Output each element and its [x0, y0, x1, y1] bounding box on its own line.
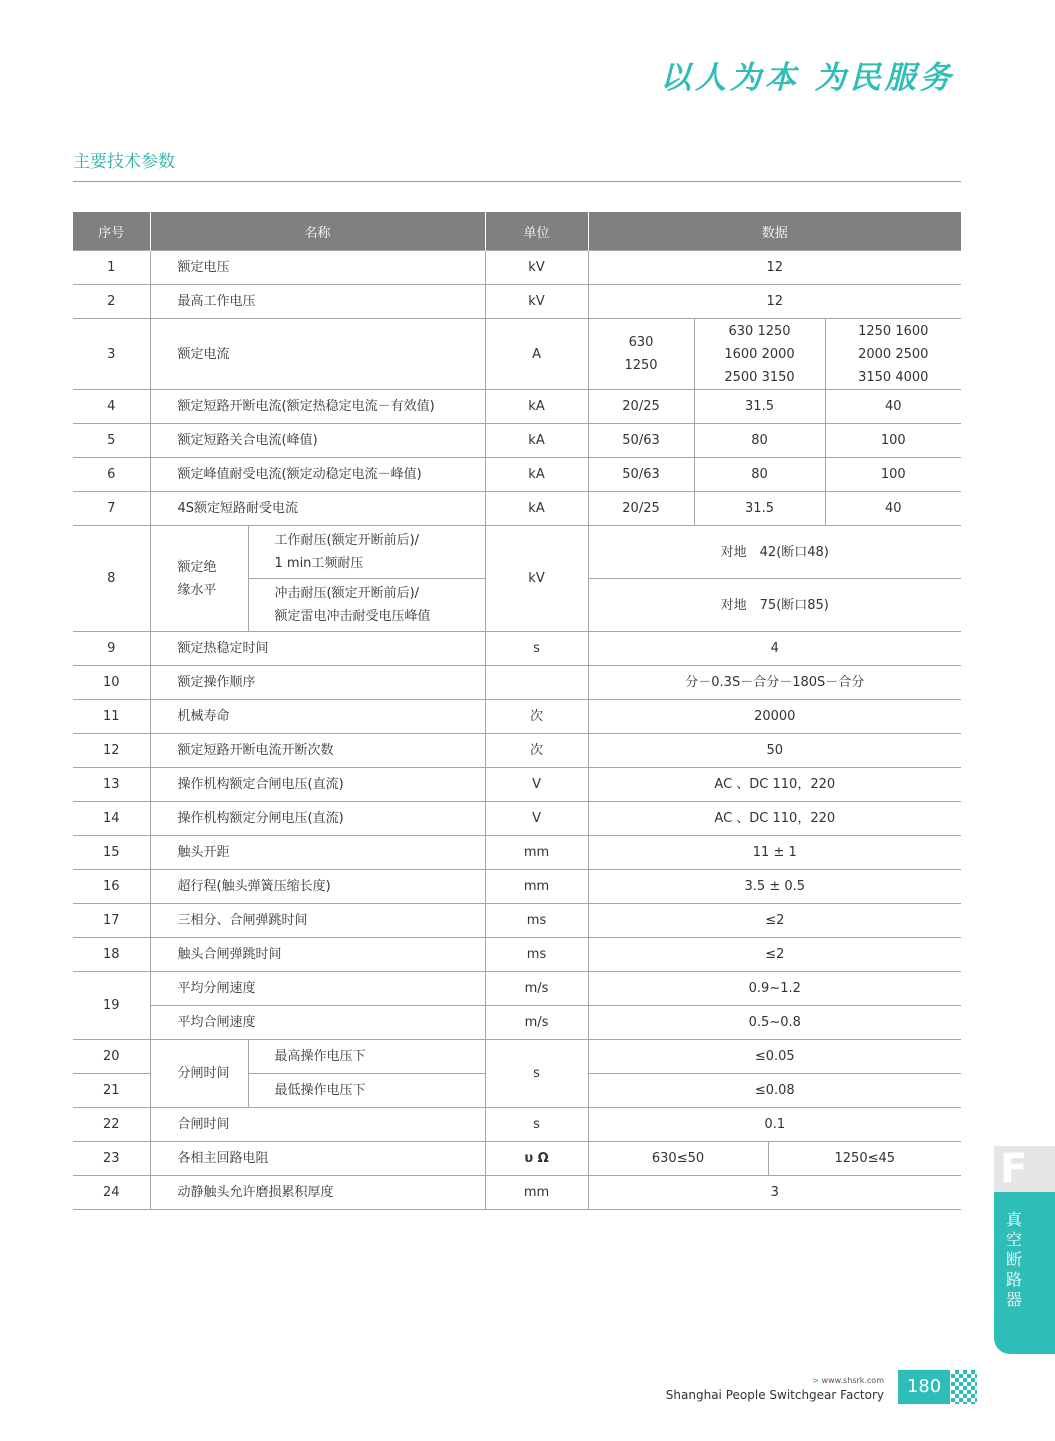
checker-pattern-icon — [951, 1370, 977, 1404]
row-value: 11 ± 1 — [588, 836, 961, 870]
row-unit: m/s — [485, 972, 588, 1006]
row-value: 0.9~1.2 — [588, 972, 961, 1006]
row-name: 额定短路关合电流(峰值) — [150, 424, 485, 458]
row-value: AC 、DC 110，220 — [588, 768, 961, 802]
value-line: 630 — [628, 335, 654, 350]
row-name: 机械寿命 — [150, 700, 485, 734]
row-sub-name: 最低操作电压下 — [248, 1074, 485, 1108]
row-unit: kV — [485, 285, 588, 319]
website-line — [812, 1376, 884, 1385]
row-value-col2: 80 — [694, 458, 825, 492]
row-number: 4 — [73, 390, 150, 424]
table-row — [73, 1176, 961, 1210]
row-number: 15 — [73, 836, 150, 870]
row-value-col3: 40 — [825, 492, 961, 526]
table-row — [73, 1142, 961, 1176]
row-unit: kV — [485, 526, 588, 632]
row-number: 11 — [73, 700, 150, 734]
website-link[interactable]: www.shsrk.com — [821, 1376, 884, 1385]
table-row — [73, 836, 961, 870]
row-number: 20 — [73, 1040, 150, 1074]
row-value: 0.1 — [588, 1108, 961, 1142]
row-name: 额定电流 — [150, 319, 485, 390]
company-name: Shanghai People Switchgear Factory — [665, 1388, 884, 1402]
row-value: 对地 42(断口48) — [588, 526, 961, 579]
row-sub-name — [248, 526, 485, 579]
section-title: 主要技术参数 — [73, 152, 175, 172]
row-unit: 次 — [485, 700, 588, 734]
row-number: 6 — [73, 458, 150, 492]
table-row — [73, 700, 961, 734]
row-name: 各相主回路电阻 — [150, 1142, 485, 1176]
row-name: 操作机构额定合闸电压(直流) — [150, 768, 485, 802]
row-number: 12 — [73, 734, 150, 768]
row-number: 8 — [73, 526, 150, 632]
row-value: ≤0.08 — [588, 1074, 961, 1108]
row-unit — [485, 666, 588, 700]
header-no: 序号 — [73, 212, 150, 251]
value-line: 3150 4000 — [858, 369, 929, 385]
row-name: 额定峰值耐受电流(额定动稳定电流－峰值) — [150, 458, 485, 492]
row-unit: kA — [485, 390, 588, 424]
row-value: 分－0.3S－合分－180S－合分 — [588, 666, 961, 700]
table-row — [73, 390, 961, 424]
table-row — [73, 904, 961, 938]
row-value: 对地 75(断口85) — [588, 579, 961, 632]
table-row — [73, 424, 961, 458]
row-name: 合闸时间 — [150, 1108, 485, 1142]
row-number: 5 — [73, 424, 150, 458]
table-row — [73, 492, 961, 526]
row-unit: V — [485, 768, 588, 802]
sub-line: 额定雷电冲击耐受电压峰值 — [274, 609, 431, 624]
row-value-col3: 100 — [825, 424, 961, 458]
row-value: 12 — [588, 285, 961, 319]
table-row — [73, 251, 961, 285]
row-name: 额定电压 — [150, 251, 485, 285]
row-name: 操作机构额定分闸电压(直流) — [150, 802, 485, 836]
row-unit: kA — [485, 458, 588, 492]
spec-table — [73, 212, 961, 1210]
side-tab-vacuum-breaker[interactable] — [994, 1192, 1055, 1354]
slogan: 以人为本 为民服务 — [660, 60, 955, 96]
row-value-col2: 1250≤45 — [768, 1142, 961, 1176]
row-number: 13 — [73, 768, 150, 802]
row-number: 18 — [73, 938, 150, 972]
row-value: ≤0.05 — [588, 1040, 961, 1074]
row-value: 4 — [588, 632, 961, 666]
table-row — [73, 734, 961, 768]
row-name: 触头开距 — [150, 836, 485, 870]
row-name: 动静触头允许磨损累积厚度 — [150, 1176, 485, 1210]
table-row — [73, 768, 961, 802]
row-value-col1: 50/63 — [588, 458, 694, 492]
arrow-right-icon: > — [812, 1376, 820, 1385]
row-number: 23 — [73, 1142, 150, 1176]
row-number: 24 — [73, 1176, 150, 1210]
header-data: 数据 — [588, 212, 961, 251]
row-value-col2 — [694, 319, 825, 390]
row-value-col3: 100 — [825, 458, 961, 492]
row-name: 三相分、合闸弹跳时间 — [150, 904, 485, 938]
row-name: 平均分闸速度 — [150, 972, 485, 1006]
row-unit: m/s — [485, 1006, 588, 1040]
row-number: 7 — [73, 492, 150, 526]
row-sub-name: 最高操作电压下 — [248, 1040, 485, 1074]
row-value-col2: 31.5 — [694, 492, 825, 526]
value-line: 1600 2000 — [724, 346, 795, 362]
row-number: 1 — [73, 251, 150, 285]
title-divider — [73, 181, 961, 182]
sub-line: 冲击耐压(额定开断前后)/ — [274, 586, 420, 601]
sub-line: 1 min工频耐压 — [274, 556, 364, 571]
row-unit: υ Ω — [485, 1142, 588, 1176]
row-unit: 次 — [485, 734, 588, 768]
row-unit: kA — [485, 424, 588, 458]
table-row — [73, 285, 961, 319]
page-number: 180 — [898, 1370, 950, 1404]
table-header-row — [73, 212, 961, 251]
value-line: 1250 — [624, 358, 658, 373]
row-value: ≤2 — [588, 904, 961, 938]
row-value-col1 — [588, 319, 694, 390]
row-value: 3 — [588, 1176, 961, 1210]
row-name: 额定热稳定时间 — [150, 632, 485, 666]
value-line: 1250 1600 — [858, 323, 929, 339]
table-row — [73, 870, 961, 904]
row-number: 10 — [73, 666, 150, 700]
table-row — [73, 938, 961, 972]
row-sub-name — [248, 579, 485, 632]
row-unit: s — [485, 1108, 588, 1142]
row-number: 2 — [73, 285, 150, 319]
row-number: 21 — [73, 1074, 150, 1108]
row-group-name — [150, 526, 248, 632]
side-tab-label: 真空断路器 — [1005, 1210, 1022, 1309]
row-value-col3 — [825, 319, 961, 390]
row-unit: A — [485, 319, 588, 390]
row-name: 超行程(触头弹簧压缩长度) — [150, 870, 485, 904]
row-name: 4S额定短路耐受电流 — [150, 492, 485, 526]
value-line: 2500 3150 — [724, 369, 795, 385]
table-row — [73, 1108, 961, 1142]
table-row — [73, 1040, 961, 1074]
row-name: 触头合闸弹跳时间 — [150, 938, 485, 972]
row-number: 9 — [73, 632, 150, 666]
row-name: 最高工作电压 — [150, 285, 485, 319]
row-number: 19 — [73, 972, 150, 1040]
row-name: 额定短路开断电流开断次数 — [150, 734, 485, 768]
sub-line: 工作耐压(额定开断前后)/ — [274, 533, 420, 548]
header-name: 名称 — [150, 212, 485, 251]
row-number: 17 — [73, 904, 150, 938]
row-number: 16 — [73, 870, 150, 904]
row-unit: s — [485, 632, 588, 666]
row-value-col2: 31.5 — [694, 390, 825, 424]
row-value: 3.5 ± 0.5 — [588, 870, 961, 904]
row-value: 20000 — [588, 700, 961, 734]
row-number: 22 — [73, 1108, 150, 1142]
row-group-name: 分闸时间 — [150, 1040, 248, 1108]
row-unit: V — [485, 802, 588, 836]
row-value: ≤2 — [588, 938, 961, 972]
row-value-col1: 20/25 — [588, 390, 694, 424]
row-number: 3 — [73, 319, 150, 390]
table-row — [73, 666, 961, 700]
group-line: 额定绝 — [177, 559, 217, 575]
table-row — [73, 458, 961, 492]
section-letter: F — [994, 1146, 1055, 1192]
row-unit: ms — [485, 904, 588, 938]
row-name: 额定操作顺序 — [150, 666, 485, 700]
row-unit: kV — [485, 251, 588, 285]
row-value-col2: 80 — [694, 424, 825, 458]
header-unit: 单位 — [485, 212, 588, 251]
row-value: AC 、DC 110，220 — [588, 802, 961, 836]
row-value-col3: 40 — [825, 390, 961, 424]
table-row — [73, 319, 961, 390]
row-value: 12 — [588, 251, 961, 285]
row-name: 额定短路开断电流(额定热稳定电流－有效值) — [150, 390, 485, 424]
row-value: 0.5~0.8 — [588, 1006, 961, 1040]
row-unit: ms — [485, 938, 588, 972]
row-unit: mm — [485, 836, 588, 870]
table-row — [73, 526, 961, 579]
row-unit: s — [485, 1040, 588, 1108]
row-unit: mm — [485, 1176, 588, 1210]
row-value-col1: 630≤50 — [588, 1142, 768, 1176]
row-number: 14 — [73, 802, 150, 836]
value-line: 630 1250 — [728, 323, 791, 339]
table-row — [73, 802, 961, 836]
row-value-col1: 20/25 — [588, 492, 694, 526]
table-row — [73, 972, 961, 1006]
value-line: 2000 2500 — [858, 346, 929, 362]
group-line: 缘水平 — [177, 582, 217, 598]
row-value-col1: 50/63 — [588, 424, 694, 458]
table-row — [73, 632, 961, 666]
row-name: 平均合闸速度 — [150, 1006, 485, 1040]
row-value: 50 — [588, 734, 961, 768]
row-unit: mm — [485, 870, 588, 904]
table-row — [73, 1006, 961, 1040]
row-unit: kA — [485, 492, 588, 526]
